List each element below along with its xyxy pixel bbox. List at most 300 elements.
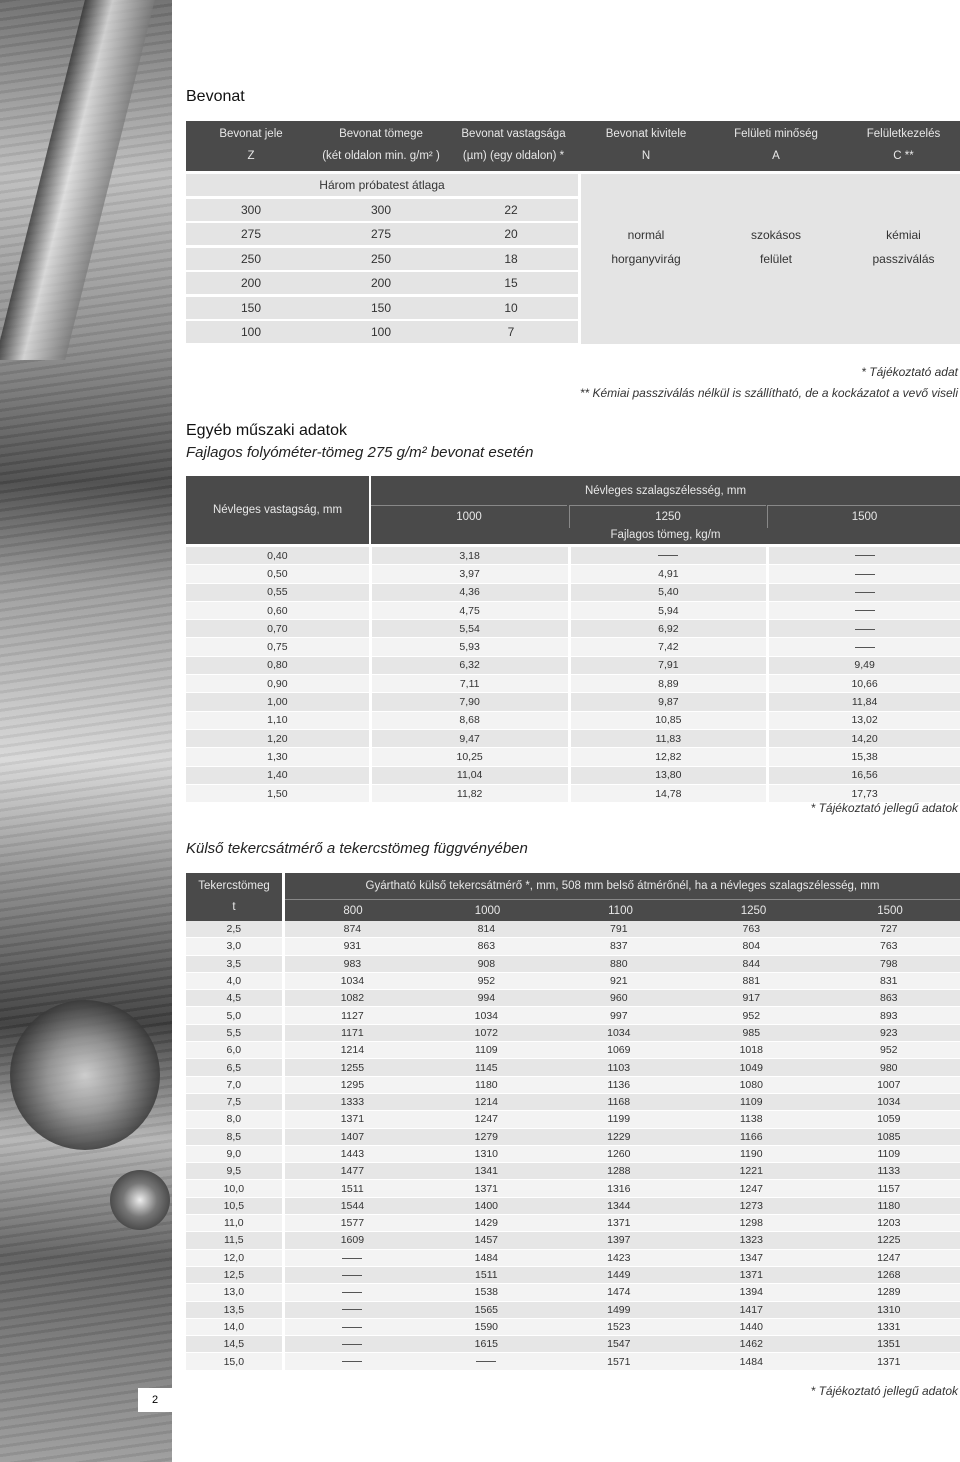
coil-width-800: 800 — [285, 899, 421, 922]
weight-row — [186, 712, 960, 730]
weight-row — [186, 565, 960, 583]
coil-cell: 7,0 — [186, 1077, 282, 1094]
coil-cell: 1571 — [553, 1353, 685, 1370]
coil-cell: 1371 — [553, 1215, 685, 1232]
dash-mark — [855, 574, 875, 575]
coil-row — [186, 1336, 960, 1353]
coil-cell: 1577 — [282, 1215, 420, 1232]
coil-cell: 1440 — [685, 1319, 817, 1336]
coil-row — [186, 1042, 960, 1059]
coil-row — [186, 1094, 960, 1111]
dash-mark — [342, 1309, 362, 1310]
coil-cell: 1103 — [553, 1059, 685, 1076]
coil-cell: 1171 — [282, 1025, 420, 1042]
weight-cell — [766, 638, 960, 656]
section-subtitle-weight — [186, 444, 533, 461]
coil-row — [186, 1059, 960, 1076]
coil-cell: 1443 — [282, 1146, 420, 1163]
weight-cell: 3,18 — [369, 547, 568, 565]
weight-table — [186, 547, 960, 803]
coil-cell: 1484 — [685, 1353, 817, 1370]
coil-cell: 1371 — [818, 1353, 960, 1370]
coil-cell: 880 — [553, 956, 685, 973]
weight-cell — [766, 584, 960, 602]
coil-row — [186, 1215, 960, 1232]
weight-row — [186, 584, 960, 602]
weight-row — [186, 638, 960, 656]
coil-width-1100: 1100 — [554, 899, 687, 922]
coil-cell: 763 — [685, 921, 817, 938]
coil-cell: 1034 — [420, 1007, 552, 1024]
coating-cell: 100 — [370, 325, 392, 339]
weight-cell: 1,30 — [186, 748, 369, 766]
weight-cell: 0,80 — [186, 657, 369, 675]
weight-unit-header: Fajlagos tömeg, kg/m — [610, 529, 721, 541]
coil-cell: 12,0 — [186, 1250, 282, 1267]
coil-cell — [282, 1284, 420, 1301]
weight-row — [186, 547, 960, 565]
coil-cell: 1190 — [685, 1146, 817, 1163]
dash-mark — [342, 1344, 362, 1345]
dash-mark — [855, 629, 875, 630]
coil-cell: 4,5 — [186, 990, 282, 1007]
coil-cell: 1351 — [818, 1336, 960, 1353]
photo-roll-hub — [110, 1170, 170, 1230]
coil-cell: 1072 — [420, 1025, 552, 1042]
weight-row-header: Névleges vastagság, mm — [212, 504, 343, 516]
coil-row — [186, 938, 960, 955]
coil-cell: 1511 — [282, 1180, 420, 1197]
weight-cell: 8,68 — [369, 712, 568, 730]
weight-cell: 0,40 — [186, 547, 369, 565]
coil-cell: 763 — [818, 938, 960, 955]
coil-cell: 8,5 — [186, 1129, 282, 1146]
coil-cell: 923 — [818, 1025, 960, 1042]
weight-cell: 5,93 — [369, 638, 568, 656]
coil-cell: 1341 — [420, 1163, 552, 1180]
weight-cell: 0,75 — [186, 638, 369, 656]
coil-cell: 1310 — [818, 1302, 960, 1319]
weight-cell: 4,36 — [369, 584, 568, 602]
kezeles-line2: passziválás — [872, 252, 935, 266]
coil-cell: 837 — [553, 938, 685, 955]
coil-cell: 1034 — [818, 1094, 960, 1111]
coil-cell: 1538 — [420, 1284, 552, 1301]
coil-cell: 931 — [282, 938, 420, 955]
coil-cell: 1059 — [818, 1111, 960, 1128]
weight-cell: 11,04 — [369, 767, 568, 785]
minoseg-line1: szokásos — [750, 228, 802, 242]
weight-row — [186, 748, 960, 766]
coil-cell: 3,0 — [186, 938, 282, 955]
coil-cell: 1397 — [553, 1232, 685, 1249]
kivitele-line1: normál — [627, 228, 665, 242]
kezeles-line1: kémiai — [886, 228, 921, 242]
coil-cell: 980 — [818, 1059, 960, 1076]
coil-row — [186, 1111, 960, 1128]
weight-cell: 1,10 — [186, 712, 369, 730]
coil-col-header: Gyártható külső tekercsátmérő *, mm, 508 mm belső átmérőnél, ha a névleges szalagszélesség, mm — [365, 880, 880, 892]
coil-row — [186, 1146, 960, 1163]
coating-subheader: Három próbatest átlaga — [319, 178, 445, 192]
coil-cell: 1034 — [282, 973, 420, 990]
coil-cell: 1225 — [818, 1232, 960, 1249]
coating-header-6: Felületkezelés — [866, 128, 941, 140]
coil-width-1250: 1250 — [687, 899, 820, 922]
coil-cell: 798 — [818, 956, 960, 973]
coil-cell: 874 — [282, 921, 420, 938]
page-number: 2 — [138, 1388, 172, 1412]
coil-cell: 1449 — [553, 1267, 685, 1284]
coil-cell: 1138 — [685, 1111, 817, 1128]
weight-cell: 5,94 — [568, 602, 767, 620]
weight-note: * Tájékoztató jellegű adatok — [810, 801, 958, 815]
coil-cell: 4,0 — [186, 973, 282, 990]
coil-cell: 5,0 — [186, 1007, 282, 1024]
coil-cell: 1429 — [420, 1215, 552, 1232]
weight-cell: 1,00 — [186, 693, 369, 711]
coil-cell: 9,5 — [186, 1163, 282, 1180]
dash-mark — [342, 1361, 362, 1362]
coil-width-1000: 1000 — [421, 899, 554, 922]
coil-cell: 1394 — [685, 1284, 817, 1301]
coating-cell: 250 — [240, 252, 262, 266]
weight-cell: 13,02 — [766, 712, 960, 730]
weight-row — [186, 620, 960, 638]
coil-cell: 8,0 — [186, 1111, 282, 1128]
coating-cell: 20 — [504, 227, 518, 241]
coil-row — [186, 990, 960, 1007]
subtitle-text: Fajlagos folyóméter-tömeg 275 g/m² bevonat esetén — [186, 444, 534, 461]
coating-cell: 250 — [370, 252, 392, 266]
coating-header-5: Felületi minőség — [734, 128, 818, 140]
weight-row — [186, 657, 960, 675]
weight-cell: 1,40 — [186, 767, 369, 785]
coil-cell: 1109 — [685, 1094, 817, 1111]
coating-cell: 200 — [240, 276, 262, 290]
coil-cell: 1547 — [553, 1336, 685, 1353]
coil-cell: 1331 — [818, 1319, 960, 1336]
weight-cell: 10,25 — [369, 748, 568, 766]
coating-header-4: Bevonat kivitele — [605, 128, 687, 140]
coil-cell: 5,5 — [186, 1025, 282, 1042]
weight-cell: 9,49 — [766, 657, 960, 675]
weight-cell: 15,38 — [766, 748, 960, 766]
weight-cell: 4,75 — [369, 602, 568, 620]
coating-header-code-5: A — [772, 150, 780, 162]
coating-cell: 300 — [240, 203, 262, 217]
weight-cell: 17,73 — [766, 785, 960, 803]
coil-cell: 1145 — [420, 1059, 552, 1076]
weight-row — [186, 730, 960, 748]
weight-row — [186, 693, 960, 711]
coil-cell: 1423 — [553, 1250, 685, 1267]
coil-cell: 1203 — [818, 1215, 960, 1232]
coil-cell: 1316 — [553, 1180, 685, 1197]
weight-cell: 6,32 — [369, 657, 568, 675]
coil-cell: 9,0 — [186, 1146, 282, 1163]
dash-mark — [342, 1292, 362, 1293]
coil-cell: 2,5 — [186, 921, 282, 938]
coil-cell: 804 — [685, 938, 817, 955]
weight-cell — [568, 547, 767, 565]
coil-cell: 983 — [282, 956, 420, 973]
coil-cell: 844 — [685, 956, 817, 973]
dash-mark — [855, 610, 875, 611]
coil-cell: 1344 — [553, 1198, 685, 1215]
coil-cell: 908 — [420, 956, 552, 973]
coating-note-1: * Tájékoztató adat — [861, 365, 958, 379]
coil-row — [186, 1129, 960, 1146]
kivitele-line2: horganyvirág — [611, 252, 681, 266]
coil-cell: 1289 — [818, 1284, 960, 1301]
coil-row — [186, 921, 960, 938]
coil-cell: 1615 — [420, 1336, 552, 1353]
dash-mark — [342, 1275, 362, 1276]
coil-cell: 1214 — [282, 1042, 420, 1059]
coil-cell: 1371 — [685, 1267, 817, 1284]
weight-width-row — [371, 505, 960, 527]
weight-cell: 7,42 — [568, 638, 767, 656]
coil-cell: 881 — [685, 973, 817, 990]
dash-mark — [855, 555, 875, 556]
coating-table-header — [186, 121, 960, 171]
coating-header-code-6: C ** — [893, 150, 914, 162]
weight-cell: 0,90 — [186, 675, 369, 693]
weight-cell: 5,40 — [568, 584, 767, 602]
coil-cell: 1199 — [553, 1111, 685, 1128]
section-title-bevonat: Bevonat — [186, 88, 245, 105]
dash-mark — [476, 1361, 496, 1362]
coil-cell: 1109 — [420, 1042, 552, 1059]
coil-cell: 1034 — [553, 1025, 685, 1042]
weight-cell: 4,91 — [568, 565, 767, 583]
coil-cell — [282, 1353, 420, 1370]
coil-cell: 1590 — [420, 1319, 552, 1336]
coil-cell: 12,5 — [186, 1267, 282, 1284]
coil-cell: 1310 — [420, 1146, 552, 1163]
section-title-coil: Külső tekercsátmérő a tekercstömeg függvényében — [186, 840, 528, 857]
coil-cell: 15,0 — [186, 1353, 282, 1370]
coil-cell: 863 — [818, 990, 960, 1007]
coil-cell: 1333 — [282, 1094, 420, 1111]
coil-cell: 1136 — [553, 1077, 685, 1094]
coil-cell: 11,0 — [186, 1215, 282, 1232]
coil-cell: 893 — [818, 1007, 960, 1024]
coil-cell: 1400 — [420, 1198, 552, 1215]
coil-cell: 1133 — [818, 1163, 960, 1180]
coating-cell: 150 — [370, 301, 392, 315]
weight-cell: 16,56 — [766, 767, 960, 785]
coil-row — [186, 1250, 960, 1267]
coil-cell: 11,5 — [186, 1232, 282, 1249]
coil-cell: 1168 — [553, 1094, 685, 1111]
coil-cell: 1180 — [420, 1077, 552, 1094]
coil-cell: 985 — [685, 1025, 817, 1042]
coil-cell: 1268 — [818, 1267, 960, 1284]
coil-cell: 1214 — [420, 1094, 552, 1111]
coating-cell: 300 — [370, 203, 392, 217]
coil-cell: 1298 — [685, 1215, 817, 1232]
coil-cell — [282, 1302, 420, 1319]
coil-cell: 952 — [818, 1042, 960, 1059]
weight-table-header-right — [371, 476, 960, 544]
coil-cell: 1565 — [420, 1302, 552, 1319]
coil-row — [186, 973, 960, 990]
weight-cell — [766, 565, 960, 583]
coil-row — [186, 956, 960, 973]
weight-width-1000: 1000 — [371, 505, 567, 528]
weight-cell: 11,83 — [568, 730, 767, 748]
coil-cell: 1255 — [282, 1059, 420, 1076]
dash-mark — [855, 647, 875, 648]
weight-cell: 1,50 — [186, 785, 369, 803]
coating-header-1: Bevonat jele — [219, 128, 283, 140]
coil-cell: 1511 — [420, 1267, 552, 1284]
coil-cell: 1247 — [420, 1111, 552, 1128]
coating-header-code-1: Z — [247, 150, 255, 162]
coating-header-code-2: (két oldalon min. g/m² ) — [322, 150, 440, 162]
coil-cell: 814 — [420, 921, 552, 938]
coil-cell: 1323 — [685, 1232, 817, 1249]
coil-row — [186, 1232, 960, 1249]
weight-cell: 1,20 — [186, 730, 369, 748]
coating-header-code-3: (µm) (egy oldalon) * — [462, 150, 565, 162]
coil-cell: 1229 — [553, 1129, 685, 1146]
weight-width-1250: 1250 — [569, 505, 766, 528]
weight-cell — [766, 620, 960, 638]
coil-cell: 917 — [685, 990, 817, 1007]
coil-cell: 1544 — [282, 1198, 420, 1215]
coil-cell: 6,0 — [186, 1042, 282, 1059]
weight-cell: 13,80 — [568, 767, 767, 785]
dash-mark — [658, 555, 678, 556]
weight-cell — [766, 547, 960, 565]
coil-cell: 1288 — [553, 1163, 685, 1180]
coil-cell: 6,5 — [186, 1059, 282, 1076]
coil-cell — [282, 1336, 420, 1353]
coil-row — [186, 1025, 960, 1042]
coil-row — [186, 1302, 960, 1319]
coil-cell: 3,5 — [186, 956, 282, 973]
weight-cell: 10,85 — [568, 712, 767, 730]
coating-cell: 15 — [504, 276, 518, 290]
coil-cell: 952 — [685, 1007, 817, 1024]
photo-blade-shape — [0, 0, 155, 360]
coil-row — [186, 1198, 960, 1215]
side-photo — [0, 0, 172, 1462]
coil-row — [186, 1267, 960, 1284]
weight-width-1500: 1500 — [767, 505, 960, 528]
coil-cell: 1082 — [282, 990, 420, 1007]
coating-header-3: Bevonat vastagsága — [461, 128, 566, 140]
coil-cell: 997 — [553, 1007, 685, 1024]
coil-cell: 952 — [420, 973, 552, 990]
coil-cell: 1109 — [818, 1146, 960, 1163]
coil-cell: 1127 — [282, 1007, 420, 1024]
coil-cell: 13,5 — [186, 1302, 282, 1319]
coil-row — [186, 1077, 960, 1094]
coil-cell: 863 — [420, 938, 552, 955]
coil-cell: 13,0 — [186, 1284, 282, 1301]
coil-cell: 1462 — [685, 1336, 817, 1353]
coil-cell — [420, 1353, 552, 1370]
weight-col-header: Névleges szalagszélesség, mm — [584, 485, 747, 497]
dash-mark — [855, 592, 875, 593]
coil-row — [186, 1007, 960, 1024]
weight-cell: 12,82 — [568, 748, 767, 766]
coil-cell: 1609 — [282, 1232, 420, 1249]
coating-cell: 10 — [504, 301, 518, 315]
weight-cell: 0,55 — [186, 584, 369, 602]
coating-header-code-4: N — [641, 150, 651, 162]
coating-header-2: Bevonat tömege — [339, 128, 423, 140]
coil-width-row — [285, 899, 960, 921]
dash-mark — [342, 1258, 362, 1259]
coil-cell: 14,0 — [186, 1319, 282, 1336]
coil-row — [186, 1319, 960, 1336]
coil-cell: 1247 — [685, 1180, 817, 1197]
weight-row — [186, 602, 960, 620]
coil-cell: 1080 — [685, 1077, 817, 1094]
coil-cell: 791 — [553, 921, 685, 938]
coating-cell: 150 — [240, 301, 262, 315]
coil-cell: 1049 — [685, 1059, 817, 1076]
coil-cell: 960 — [553, 990, 685, 1007]
coil-cell: 921 — [553, 973, 685, 990]
coil-cell: 1166 — [685, 1129, 817, 1146]
coil-cell: 1157 — [818, 1180, 960, 1197]
coating-cell: 22 — [504, 203, 518, 217]
dash-mark — [342, 1327, 362, 1328]
coil-row — [186, 1284, 960, 1301]
coil-cell: 1279 — [420, 1129, 552, 1146]
coil-row — [186, 1353, 960, 1370]
coil-cell: 1477 — [282, 1163, 420, 1180]
coating-note-2: ** Kémiai passziválás nélkül is szállítható, de a kockázatot a vevő viseli — [579, 386, 958, 400]
coil-cell — [282, 1250, 420, 1267]
coil-row-header-2: t — [232, 901, 236, 913]
section-title-technical: Egyéb műszaki adatok — [186, 422, 347, 439]
weight-row — [186, 675, 960, 693]
coil-cell — [282, 1319, 420, 1336]
coil-cell: 1069 — [553, 1042, 685, 1059]
coil-cell: 1457 — [420, 1232, 552, 1249]
coil-cell: 7,5 — [186, 1094, 282, 1111]
coil-row-header-1: Tekercstömeg — [198, 880, 270, 892]
coil-cell: 1260 — [553, 1146, 685, 1163]
coating-cell: 200 — [370, 276, 392, 290]
minoseg-line2: felület — [759, 252, 793, 266]
coating-cell: 275 — [370, 227, 392, 241]
weight-cell: 8,89 — [568, 675, 767, 693]
coating-cell: 7 — [507, 325, 515, 339]
weight-cell: 3,97 — [369, 565, 568, 583]
weight-cell: 11,84 — [766, 693, 960, 711]
coil-table-header-left — [186, 873, 282, 921]
coil-cell: 1085 — [818, 1129, 960, 1146]
coil-cell: 1523 — [553, 1319, 685, 1336]
weight-cell — [766, 602, 960, 620]
coil-cell: 831 — [818, 973, 960, 990]
weight-table-header-left — [186, 476, 369, 544]
coating-cell: 275 — [240, 227, 262, 241]
weight-cell: 14,78 — [568, 785, 767, 803]
weight-cell: 5,54 — [369, 620, 568, 638]
weight-cell: 0,50 — [186, 565, 369, 583]
coil-cell: 1407 — [282, 1129, 420, 1146]
coil-cell: 1484 — [420, 1250, 552, 1267]
